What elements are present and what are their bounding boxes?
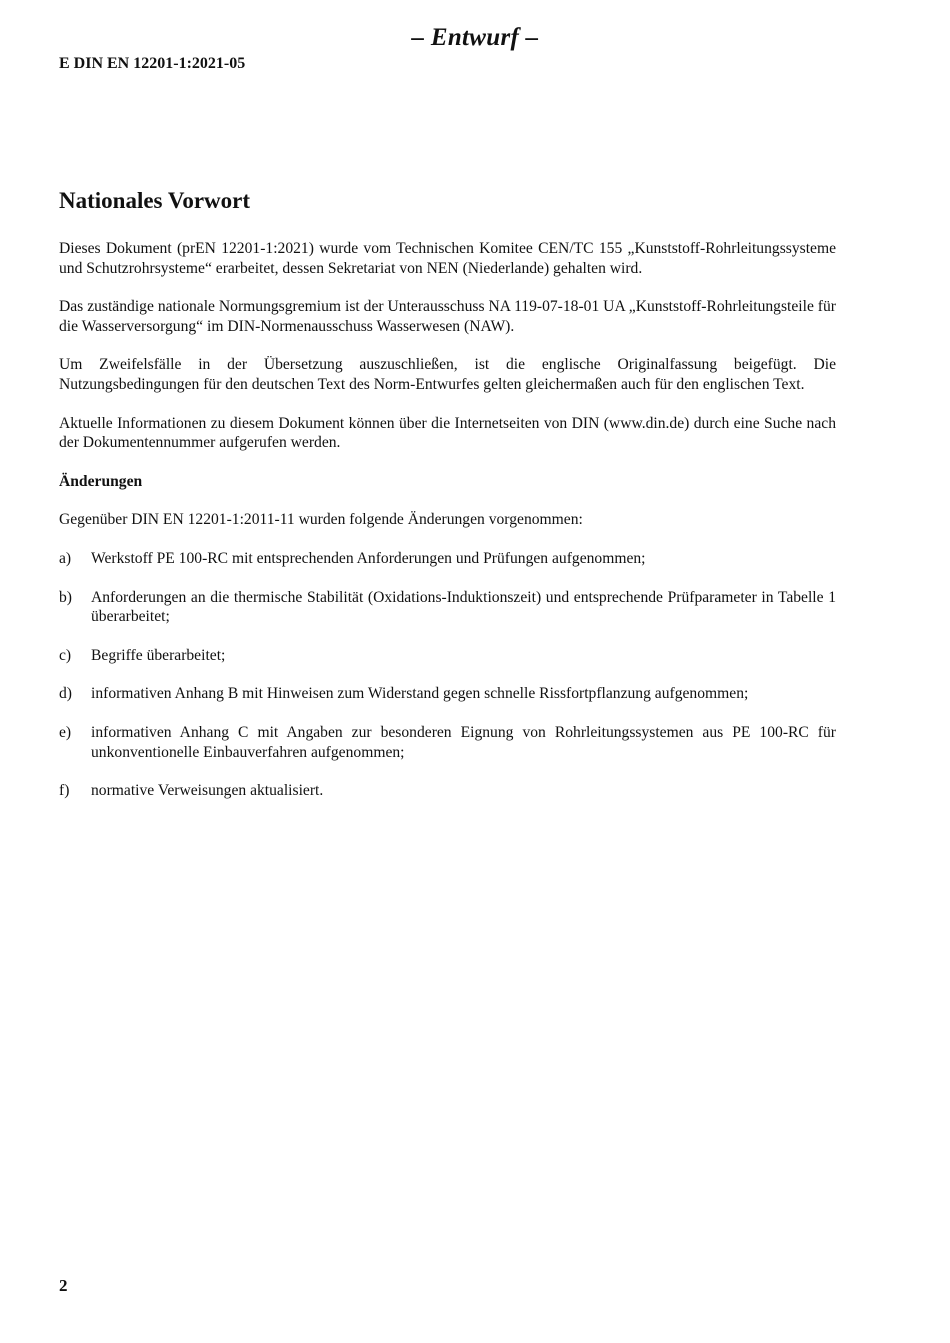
list-item bbox=[59, 549, 836, 569]
list-marker: f) bbox=[59, 782, 70, 800]
list-marker: e) bbox=[59, 723, 72, 741]
list-item bbox=[59, 646, 836, 666]
list-item bbox=[59, 781, 836, 801]
changes-list bbox=[59, 549, 836, 801]
list-item-text: Werkstoff PE 100-RC mit entsprechenden Anforderungen und Prüfungen aufgenommen; bbox=[91, 549, 646, 567]
list-item-text: informativen Anhang B mit Hinweisen zum Widerstand gegen schnelle Rissfortpflanzung aufgenommen; bbox=[91, 685, 749, 703]
changes-intro: Gegenüber DIN EN 12201-1:2011-11 wurden folgende Änderungen vorgenommen: bbox=[59, 511, 583, 529]
list-marker: d) bbox=[59, 685, 72, 703]
list-item bbox=[59, 723, 836, 762]
paragraph: Dieses Dokument (prEN 12201-1:2021) wurde vom Technischen Komitee CEN/TC 155 „Kunststoff-Rohrleitungssysteme und Schutzrohrsysteme“ erarbeitet, dessen Sekretariat von NEN (Niederlande) gehalten wird. bbox=[59, 240, 836, 277]
paragraph: Das zuständige nationale Normungsgremium ist der Unterausschuss NA 119-07-18-01 UA „Kunststoff-Rohrleitungsteile für die Wasserversorgung“ im DIN-Normenausschuss Wasserwesen (NAW). bbox=[59, 298, 836, 335]
list-marker: b) bbox=[59, 588, 72, 606]
list-item-text: informativen Anhang C mit Angaben zur besonderen Eignung von Rohrleitungssystemen aus PE 100-RC für unkonventionelle Einbauverfahren aufgenommen; bbox=[91, 723, 836, 761]
list-item-text: Begriffe überarbeitet; bbox=[91, 646, 226, 664]
section-title: Nationales Vorwort bbox=[59, 188, 251, 213]
document-id: E DIN EN 12201-1:2021-05 bbox=[59, 55, 246, 72]
list-marker: c) bbox=[59, 646, 72, 664]
draft-watermark: – Entwurf – bbox=[411, 24, 539, 51]
page-number: 2 bbox=[59, 1276, 68, 1295]
list-item-text: normative Verweisungen aktualisiert. bbox=[91, 782, 324, 800]
paragraph: Aktuelle Informationen zu diesem Dokument können über die Internetseiten von DIN (www.din.de) durch eine Suche nach der Dokumentennummer aufgerufen werden. bbox=[59, 414, 836, 452]
list-item-text: Anforderungen an die thermische Stabilität (Oxidations-Induktionszeit) und entsprechende Prüfparameter in Tabelle 1 überarbeitet; bbox=[91, 588, 836, 626]
list-item bbox=[59, 588, 836, 627]
paragraph: Um Zweifelsfälle in der Übersetzung auszuschließen, ist die englische Originalfassung beigefügt. Die Nutzungsbedingungen für den deutschen Text des Norm-Entwurfes gelten gleichermaßen auch für den englischen Text. bbox=[59, 356, 836, 393]
list-marker: a) bbox=[59, 549, 72, 567]
changes-heading: Änderungen bbox=[59, 472, 143, 490]
list-item bbox=[59, 684, 836, 704]
main-content bbox=[59, 186, 836, 820]
